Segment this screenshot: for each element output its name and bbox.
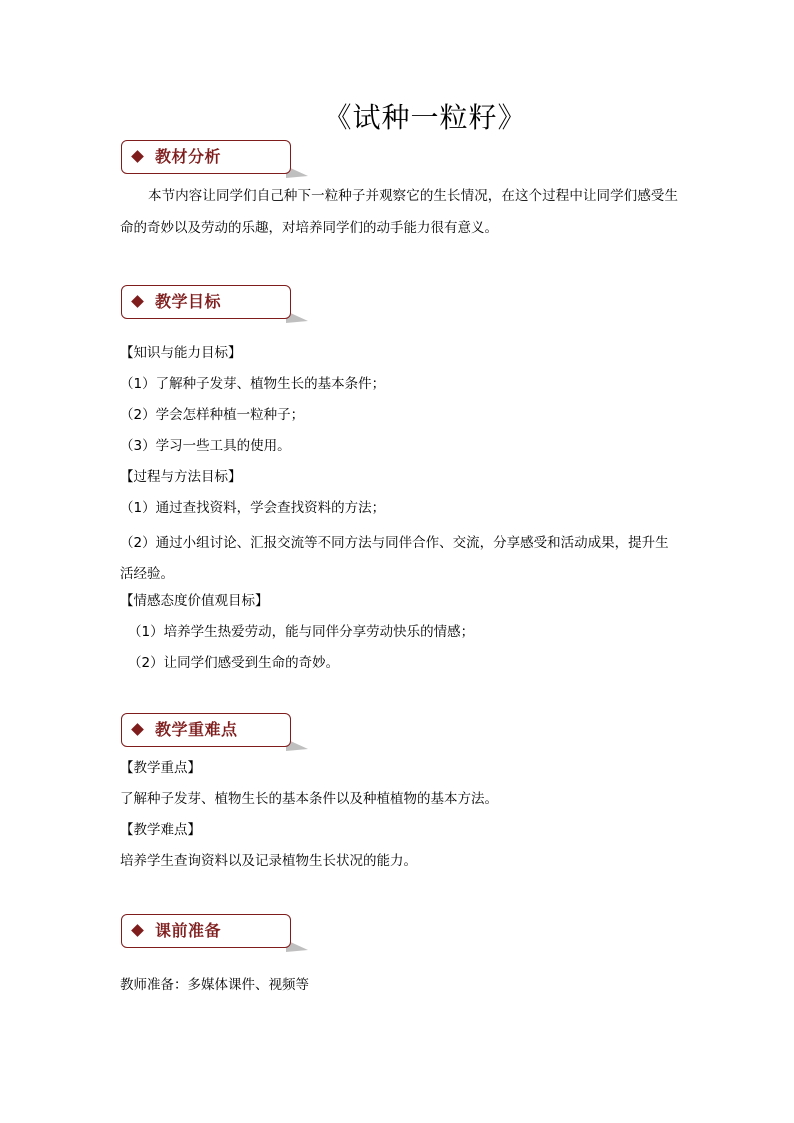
list-item: （2）学会怎样种植一粒种子； [120, 407, 305, 423]
subheading-difficult-points: 【教学难点】 [120, 822, 201, 838]
list-item: （3）学习一些工具的使用。 [120, 438, 291, 454]
section-header-textbook-analysis [121, 140, 295, 180]
list-item: （1）了解种子发芽、植物生长的基本条件； [120, 376, 386, 392]
page-title: 《试种一粒籽》 [323, 101, 527, 134]
section-header-teaching-goals [121, 285, 295, 325]
body-text: 教师准备：多媒体课件、视频等 [120, 977, 309, 993]
section-heading: 教学目标 [155, 292, 222, 311]
list-item: （1）培养学生热爱劳动，能与同伴分享劳动快乐的情感； [128, 624, 475, 640]
paragraph: 本节内容让同学们自己种下一粒种子并观察它的生长情况，在这个过程中让同学们感受生命的奇妙以及劳动的乐趣，对培养同学们的动手能力很有意义。 [120, 188, 678, 236]
section-heading: 教材分析 [155, 147, 222, 166]
list-item: （2）通过小组讨论、汇报交流等不同方法与同伴合作、交流，分享感受和活动成果，提升生活经验。 [120, 535, 669, 582]
body-text: 了解种子发芽、植物生长的基本条件以及种植植物的基本方法。 [120, 791, 498, 807]
section-heading: 课前准备 [155, 921, 222, 940]
subheading-key-points: 【教学重点】 [120, 760, 201, 776]
section-heading: 教学重难点 [155, 720, 238, 739]
list-item: （1）通过查找资料，学会查找资料的方法； [120, 500, 386, 516]
subheading-emotion-values: 【情感态度价值观目标】 [120, 593, 269, 609]
section-header-preparation [121, 914, 295, 954]
list-item: （2）让同学们感受到生命的奇妙。 [128, 655, 340, 671]
subheading-knowledge-ability: 【知识与能力目标】 [120, 345, 242, 361]
section-header-key-difficult-points [121, 713, 295, 753]
subheading-process-method: 【过程与方法目标】 [120, 469, 242, 485]
body-text: 培养学生查询资料以及记录植物生长状况的能力。 [120, 853, 417, 869]
